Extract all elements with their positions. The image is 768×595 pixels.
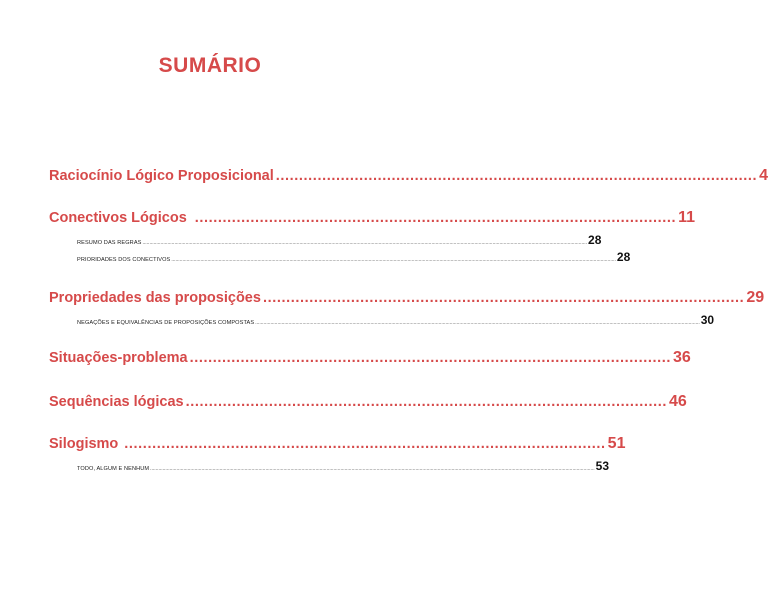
page-title: SUMÁRIO (158, 54, 262, 77)
toc-entry-page: 29 (746, 289, 765, 306)
toc-entry-label: Situações-problema (49, 350, 188, 366)
toc-entry-sequencias[interactable] (49, 393, 687, 411)
toc-entry-label: Propriedades das proposições (49, 290, 261, 306)
toc-entry-page: 11 (678, 209, 696, 226)
dot-leader: ........................................................................................................ (124, 436, 606, 452)
toc-subentry-todo[interactable] (77, 459, 610, 473)
toc-entry-label: Raciocínio Lógico Proposicional (49, 168, 274, 184)
toc-subentry-label: NEGAÇÕES E EQUIVALÊNCIAS DE PROPOSIÇÕES COMPOSTAS (77, 320, 255, 326)
toc-entry-label: Sequências lógicas (49, 394, 184, 410)
toc-entry-label: Silogismo (49, 436, 119, 452)
toc-subentry-page: 28 (588, 233, 602, 247)
dot-leader: ................................................................................................................................................................................................................................................................................................................................ (171, 257, 616, 263)
toc-entry-page: 46 (668, 393, 687, 410)
toc-subentry-label: PRIORIDADES DOS CONECTIVOS (77, 257, 171, 263)
toc-subentry-page: 30 (700, 313, 715, 327)
toc-entry-silogismo[interactable] (49, 435, 626, 453)
toc-subentry-page: 53 (595, 459, 610, 473)
toc-subentry-prioridades[interactable] (77, 250, 631, 264)
toc-subentry-page: 28 (616, 250, 631, 264)
toc-entry-propriedades[interactable] (49, 289, 765, 307)
toc-entry-situacoes[interactable] (49, 349, 691, 367)
dot-leader: ................................................................................................................................................................................................................................................................................................................................ (150, 466, 595, 472)
dot-leader: ................................................................................................................................................................................................................................................................................................................................ (142, 240, 588, 246)
dot-leader: ........................................................................................................ (262, 290, 745, 306)
toc-entry-page: 4 (759, 167, 768, 184)
toc-entry-conectivos[interactable] (49, 209, 696, 227)
dot-leader: ........................................................................................................ (185, 394, 667, 410)
dot-leader: ................................................................................................................................................................................................................................................................................................................................ (255, 320, 700, 326)
toc-subentry-label: RESUMO DAS REGRAS (77, 240, 142, 246)
toc-entry-page: 36 (672, 349, 691, 366)
toc-entry-raciocinio[interactable] (49, 167, 768, 185)
toc-entry-label: Conectivos Lógicos (49, 210, 187, 226)
dot-leader: ........................................................................................................ (275, 168, 758, 184)
dot-leader: ........................................................................................................ (189, 350, 671, 366)
toc-subentry-negacoes[interactable] (77, 313, 715, 327)
toc-entry-page: 51 (607, 435, 626, 452)
toc-subentry-resumo[interactable] (77, 233, 602, 247)
toc-subentry-label: TODO, ALGUM E NENHUM (77, 466, 150, 472)
dot-leader: ........................................................................................................ (194, 210, 677, 226)
